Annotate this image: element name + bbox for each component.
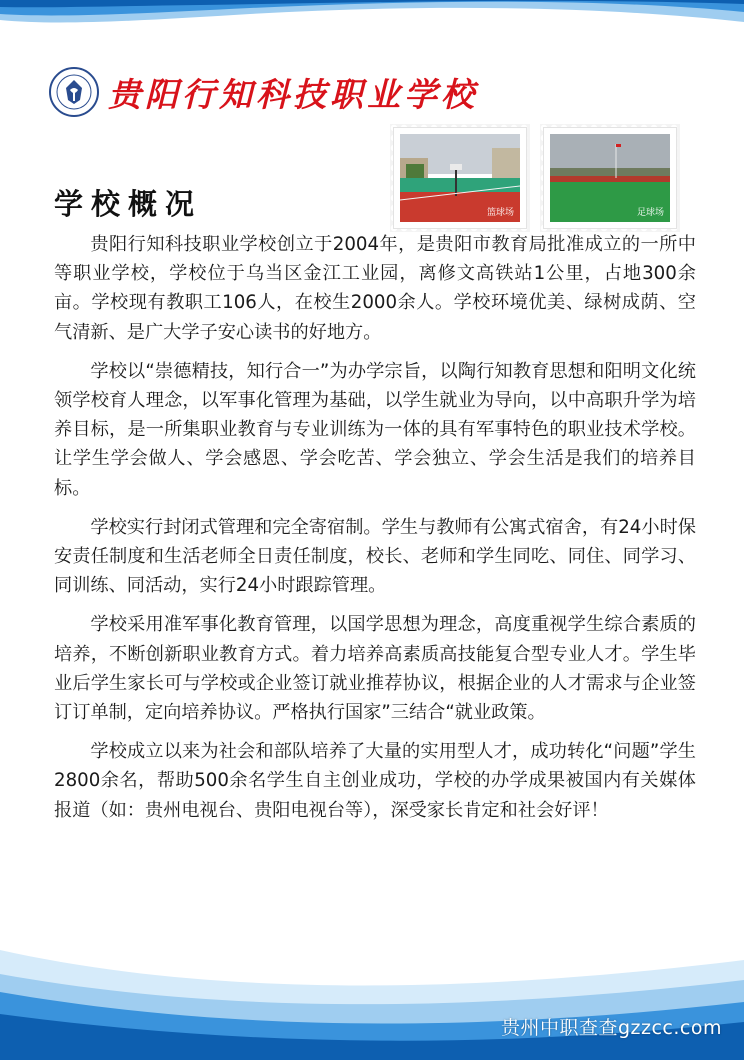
photo-stamp-football [544,128,676,228]
top-wave-decoration [0,0,744,60]
paragraph-management: 学校实行封闭式管理和完全寄宿制。学生与教师有公寓式宿舍，有24小时保安责任制度和生活老师全日责任制度，校长、老师和学生同吃、同住、同学习、同训练、同活动，实行24小时跟踪管理。 [54,516,696,597]
photo-caption: 篮球场 [486,208,514,218]
school-logo-icon [48,66,100,118]
school-name-title: 贵阳行知科技职业学校 [108,74,478,114]
intro-body [54,230,696,835]
header [48,64,478,120]
paragraph-philosophy: 学校以“崇德精技，知行合一”为办学宗旨，以陶行知教育思想和阳明文化统领学校育人理念，以军事化管理为基础，以学生就业为导向，以中高职升学为培养目标，是一所集职业教育与专业训练为一体的具有军事特色的职业技术学校。让学生学会做人、学会感恩、学会吃苦、学会独立、学会生活是我们的培养目标。 [54,360,696,499]
bottom-wave-decoration [0,930,744,1060]
paragraph-education: 学校采用准军事化教育管理，以国学思想为理念，高度重视学生综合素质的培养，不断创新职业教育方式。着力培养高素质高技能复合型专业人才。学生毕业后学生家长可与学校或企业签订就业推荐协议，根据企业的人才需求与企业签订订单制，定向培养协议。严格执行国家”三结合“就业政策。 [54,614,696,724]
section-title: 学校概况 [54,187,203,221]
paragraph-achievements: 学校成立以来为社会和部队培养了大量的实用型人才，成功转化“问题”学生2800余名，帮助500余名学生自主创业成功，学校的办学成果被国内有关媒体报道（如：贵州电视台、贵阳电视台等），深受家长肯定和社会好评！ [54,741,696,821]
site-watermark: 贵州中职查查gzzcc.com [500,1017,722,1039]
photo-caption: 足球场 [636,208,664,218]
photo-stamp-basketball [394,128,526,228]
paragraph-founding: 贵阳行知科技职业学校创立于2004年，是贵阳市教育局批准成立的一所中等职业学校，学校位于乌当区金江工业园，离修文高铁站1公里，占地300余亩。学校现有教职工106人，在校生2000余人。学校环境优美、绿树成荫、空气清新、是广大学子安心读书的好地方。 [54,234,696,343]
